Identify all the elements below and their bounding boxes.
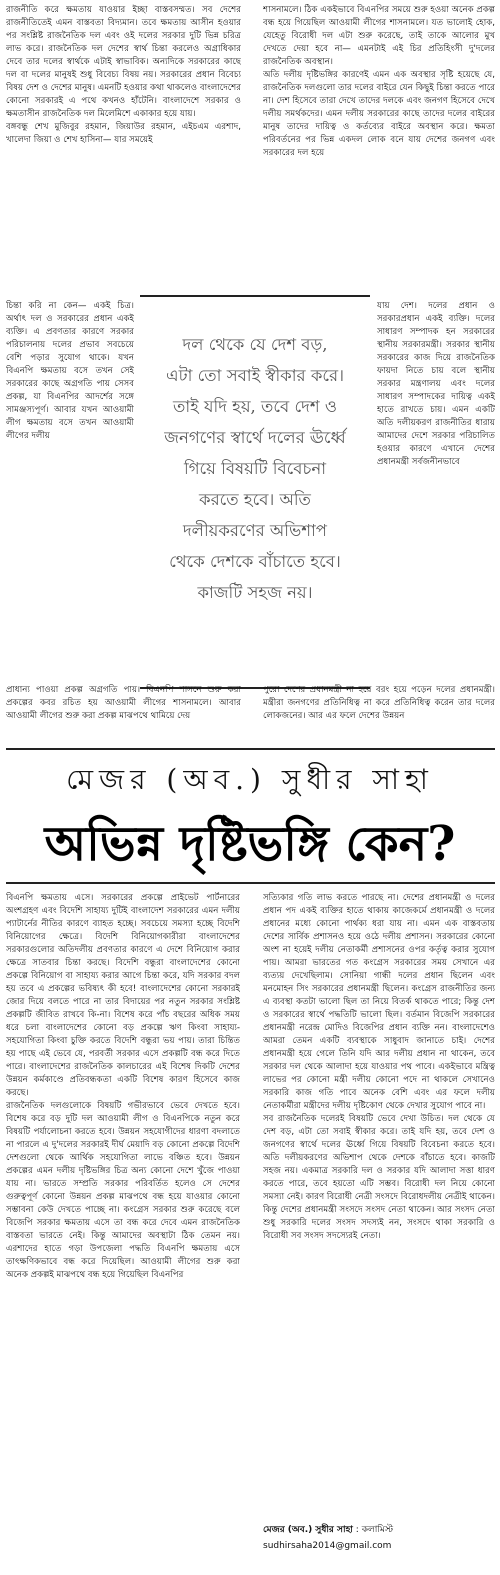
continued-text-middle-left bbox=[6, 300, 134, 684]
author-email: sudhirsaha2014@gmail.com bbox=[263, 1541, 392, 1551]
author-name: মেজর (অব.) সুধীর সাহা bbox=[263, 1525, 353, 1535]
article-headline: অভিন্ন দৃষ্টিভঙ্গি কেন? bbox=[44, 816, 456, 872]
paragraph: চিন্তা করি না কেন— একই চিত্র। অর্থাৎ দল ও সরকারের প্রধান একই ব্যক্তি। এ প্রবণতার কারণে সরকার পরিচালনায় দলের প্রভাব সবচেয়ে বেশি পড়ার সুযোগ থাকে। যখন বিএনপি ক্ষমতায় বসে তখন সেই সরকারের কাছে অগ্রগতি পায় সেসব প্রকল্প, যা বিএনপির আদর্শের সঙ্গে সামঞ্জস্যপূর্ণ। আবার যখন আওয়ামী লীগ ক্ষমতায় বসে তখন আওয়ামী লীগের দলীয় bbox=[6, 301, 134, 441]
paragraph: সত্যিকার গতি লাভ করতে পারছে না। দেশের প্রধানমন্ত্রী ও দলের প্রধান পদ একই ব্যক্তির হাতে থাকায় কাজেকর্মে প্রধানমন্ত্রী ও দলের প্রধানের মধ্যে কোনো পার্থক্য ধরা যায় না। এমন এক বাস্তবতায় দেশের সার্বিক প্রশাসনও হয়ে ওঠে দলীয় প্রশাসন। সরকারের কোনো অংশ না হয়েই দলীয় নেতাকর্মী প্রশাসনের ওপর কর্তৃত্ব করার সুযোগ পায়। আমরা ভারতের গত কংগ্রেস সরকারের সময় সেখানে এর ব্যত্যয় দেখেছিলাম। সোনিয়া গান্ধী দলের প্রধান ছিলেন এবং মনমোহন সিং সরকারের প্রধানমন্ত্রী ছিলেন। কংগ্রেস রাজনীতির জন্য এ ব্যবস্থা কতটা ভালো ছিল তা নিয়ে বিতর্ক থাকতে পারে; কিন্তু দেশ ও সরকারের স্বার্থে পদ্ধতিটি ভালো ছিল। বর্তমান বিজেপি সরকারের প্রধানমন্ত্রী নরেন্দ্র মোদিও বিজেপির প্রধান ব্যক্তি নন। বাংলাদেশেও আমরা তেমন একটি ব্যবস্থাকে সাধুবাদ জানাতে চাই। দেশের প্রধানমন্ত্রী হয়ে গেলে তিনি যদি আর দলীয় প্রধান না থাকেন, তবে সরকার দল থেকে আলাদা হয়ে যাওয়ার পথ পাবে। একইভাবে মন্ত্রিত্ব লাভের পর কোনো মন্ত্রী দলীয় কোনো পদে না থাকলে সেখানেও সরকারি কাজ গতি পাবে অনেক বেশি এবং এর ফলে দলীয় নেতাকর্মীরা মন্ত্রীদের দলীয় দৃষ্টিকোণ থেকে দেখার সুযোগ পাবে না। সব রাজনৈতিক দলেরই বিষয়টি ভেবে দেখা উচিত। দল থেকে যে দেশ বড়, এটা তো সবাই স্বীকার করে। তাই যদি হয়, তবে দেশ ও জনগণের স্বার্থে দলের ঊর্ধ্বে গিয়ে বিষয়টি বিবেচনা করতে হবে। অতি দলীয়করণের অভিশাপ থেকে দেশকে বাঁচাতে হবে। কাজটি সহজ নয়। একমাত্র সরকারি দল ও সরকার যদি আলাদা সত্তা ধারণ করতে পারে, তবে হয়তো এটি সম্ভব। বিরোধী দল নিয়ে কোনো সমস্যা নেই। কারণ বিরোধী নেত্রী সংসদে বিরোধদলীয় নেত্রীই থাকেন। কিন্তু দেশের প্রধানমন্ত্রী সংসদে সংসদ নেতা থাকেন। আর সংসদ নেতা শুধু সরকারি দলের সংসদ সদস্যই নন, সংসদে থাকা সরকারি ও বিরোধী সব সংসদ সদস্যেরই নেতা। bbox=[263, 893, 495, 1241]
pull-quote-text: দল থেকে যে দেশ বড়, এটা তো সবাই স্বীকার করে। তাই যদি হয়, তবে দেশ ও জনগণের স্বার্থে দলের ঊর্ধ্বে গিয়ে বিষয়টি বিবেচনা করতে হবে। অতি দলীয়করণের অভিশাপ থেকে দেশকে বাঁচাতে হবে। কাজটি সহজ নয়। bbox=[164, 335, 346, 602]
continued-text-top-left bbox=[6, 4, 241, 304]
pull-quote bbox=[140, 295, 370, 689]
author-title: : কলামিস্ট bbox=[355, 1525, 394, 1535]
continued-text-top-right bbox=[263, 4, 495, 300]
author-signature bbox=[263, 1522, 495, 1554]
headline-divider bbox=[6, 882, 495, 884]
paragraph: পুরো দেশের প্রধানমন্ত্রী না হয়ে বরং হয়ে পড়েন দলের প্রধানমন্ত্রী। মন্ত্রীরা জনগণের প্রতিনিধিত্ব না করে প্রতিনিধিত্ব করেন তার দলের লোকজনের। আর এর ফলে দেশের উন্নয়ন bbox=[263, 685, 495, 721]
section-divider bbox=[6, 748, 495, 750]
paragraph: যায় দেশ। দলের প্রধান ও সরকারপ্রধান একই ব্যক্তি। দলের সাধারণ সম্পাদক হন সরকারের স্থানীয় সরকারমন্ত্রী। সরকার স্থানীয় সরকারের কাজ দিয়ে রাজনৈতিক ফায়দা নিতে চায় বলে স্থানীয় সরকার মন্ত্রণালয় এবং দলের সাধারণ সম্পাদকের দায়িত্ব একই হাতে রাখতে চায়। এমন একটি অতি দলীয়করণ রাজনীতির ধারায় আমাদের দেশে সরকার পরিচালিত হওয়ার কারণে এখানে দেশের প্রধানমন্ত্রী সর্বজনীনভাবে bbox=[377, 301, 495, 467]
paragraph: প্রাধান্য পাওয়া প্রকল্প অগ্রগতি পায়। বিএনপি শাসনে শুরু করা প্রকল্পের কবর রচিত হয় আওয়ামী লীগের শাসনামলে। আবার আওয়ামী লীগের শুরু করা প্রকল্প মাঝপথে থামিয়ে দেয় bbox=[6, 685, 241, 721]
continued-text-middle-right bbox=[377, 300, 495, 684]
paragraph: বিএনপি ক্ষমতায় এসে। সরকারের প্রকল্পে প্রাইভেট পার্টনারের অংশগ্রহণ এবং বিদেশি সাহায্য দুটিই বাংলাদেশ সরকারের এমন দলীয় প্যাটার্নের নীতির কারণে ব্যাহত হচ্ছে। সবচেয়ে সমস্যা হচ্ছে বিদেশি বিনিয়োগের ক্ষেত্রে। বিদেশি বিনিয়োগকারীরা বাংলাদেশের সরকারগুলোর অতিদলীয় প্রবণতার কারণে এ দেশে বিনিয়োগ করার ক্ষেত্রে সাতবার চিন্তা করছে। বিদেশি বন্ধুরা বাংলাদেশের কোনো প্রকল্পে বিনিয়োগ বা সাহায্য করার আগে চিন্তা করে, যদি সরকার বদল হয় তবে এ প্রকল্পের ভবিষ্যৎ কী হবে! বাংলাদেশের কোনো সরকারই জোর দিয়ে বলতে পারে না তার বিদায়ের পর নতুন সরকার সংশ্লিষ্ট প্রকল্পটি জীবিত রাখবে কি-না। বিশেষ করে পাঁচ বছরের অধিক সময় ধরে চলা বাংলাদেশের কোনো বড় প্রকল্পে ঋণ কিংবা সাহায্য-সহযোগিতা কিংবা চুক্তি করতে বিদেশি বন্ধুরা ভয় পায়। তারা চিন্তিত হয় পাছে এই ভেবে যে, পরবর্তী সরকার এসে প্রকল্পটি বন্ধ করে দিতে পারে। বাংলাদেশের রাজনৈতিক কালচারের এই বিশেষ দিকটি দেশের উন্নয়ন কর্মকাণ্ডে প্রতিবন্ধকতা একটি বিশেষ কারণ হিসেবে কাজ করছে। রাজনৈতিক দলগুলোকে বিষয়টি গভীরভাবে ভেবে দেখতে হবে। বিশেষ করে বড় দুটি দল আওয়ামী লীগ ও বিএনপিকে নতুন করে বিষয়টি পর্যালোচনা করতে হবে। উন্নয়ন সহযোগীদের ধারণা বদলাতে না পারলে এ দু'দলের সরকারই দীর্ঘ মেয়াদি বড় কোনো প্রকল্পে বিদেশি দেশগুলো থেকে আর্থিক সহযোগিতা লাভে বঞ্চিত হবে। উন্নয়ন প্রকল্পের এমন দলীয় দৃষ্টিভঙ্গির চিত্র অন্য কোনো দেশে খুঁজে পাওয়া যায় না। ভারতে সম্প্রতি সরকার পরিবর্তিত হলেও সে দেশের গুরুত্বপূর্ণ কোনো উন্নয়ন প্রকল্প মাঝপথে বন্ধ হয়ে যাওয়ার কোনো সম্ভাবনা কেউ দেখতে পাচ্ছে না। কংগ্রেস সরকার শুরু করেছে বলে বিজেপি সরকার ক্ষমতায় এসে তা বন্ধ করে দেবে এমন রাজনৈতিক বাস্তবতা ভারতে নেই। কিন্তু আমাদের অবস্থাটা ঠিক তেমন নয়। এরশাদের হাতে গড়া উপজেলা পদ্ধতি বিএনপি ক্ষমতায় এসে তাৎক্ষণিকভাবে বন্ধ করে দিয়েছিল। আওয়ামী লীগের শুরু করা অনেক প্রকল্পই মাঝপথে বন্ধ হয়ে গিয়েছিল বিএনপির bbox=[6, 893, 240, 1280]
article-column-right bbox=[263, 892, 495, 1518]
article-column-left bbox=[6, 892, 240, 1570]
continued-text-bottom-right bbox=[263, 684, 495, 744]
paragraph: শাসনামলে। ঠিক একইভাবে বিএনপির সময়ে শুরু হওয়া অনেক প্রকল্প বন্ধ হয়ে গিয়েছিল আওয়ামী লীগের শাসনামলে। যত ভালোই হোক, যেহেতু বিরোধী দল এটা শুরু করেছে, তাই তাকে আলোর মুখ দেখতে দেয়া হবে না— এমনটাই এই চির প্রতিহিংসী দু'দলের রাজনৈতিক অবস্থান। অতি দলীয় দৃষ্টিভঙ্গির কারণেই এমন এক অবস্থার সৃষ্টি হয়েছে যে, রাজনৈতিক দলগুলো তার দলের বাইরে যেন কিছুই চিন্তা করতে পারে না। দেশ হিসেবে তারা দেখে তাদের দলকে এবং জনগণ হিসেবে দেখে দলীয় সমর্থকদের। এমন দলীয় সরকারের কাছে তাদের দলের বাইরের মানুষ তাদের দায়িত্ব ও কর্তব্যের বাইরে অবস্থান করে। ক্ষমতা পরিবর্তনের পর ভিন্ন একদল লোক বনে যায় দেশের জনগণ এবং সরকারের দল হয়ে bbox=[263, 5, 495, 158]
author-byline: মেজর (অব.) সুধীর সাহা bbox=[66, 763, 434, 796]
paragraph: রাজনীতি করে ক্ষমতায় যাওয়ার ইচ্ছা বাস্তবসম্মত। সব দেশের রাজনীতিতেই এমন বাস্তবতা বিদ্যমান। তবে ক্ষমতায় আসীন হওয়ার পর সংশ্লিষ্ট রাজনৈতিক দল এবং ওই দলের সরকার দুটি ভিন্ন চরিত্র লাভ করে। রাজনৈতিক দল দেশের স্বার্থ চিন্তা করলেও অগ্রাধিকার দেবে তার দলের স্বার্থকে এটাই স্বাভাবিক। অন্যদিকে সরকারের কাছে দল বা দলের মানুষই শুধু বিবেচ্য বিষয় নয়। সরকারের প্রধান বিবেচ্য বিষয় দেশ ও দেশের মানুষ। এমনটি হওয়ার কথা থাকলেও বাংলাদেশের কোনো সরকারই এ পথে কখনও হাঁটেনি। বাংলাদেশে সরকার ও ক্ষমতাসীন রাজনৈতিক দল মিলেমিশে একাকার হয়ে যায়। বঙ্গবন্ধু শেখ মুজিবুর রহমান, জিয়াউর রহমান, এইচএম এরশাদ, খালেদা জিয়া ও শেখ হাসিনা— যার সময়েই bbox=[6, 5, 241, 145]
continued-text-bottom-left bbox=[6, 684, 241, 744]
